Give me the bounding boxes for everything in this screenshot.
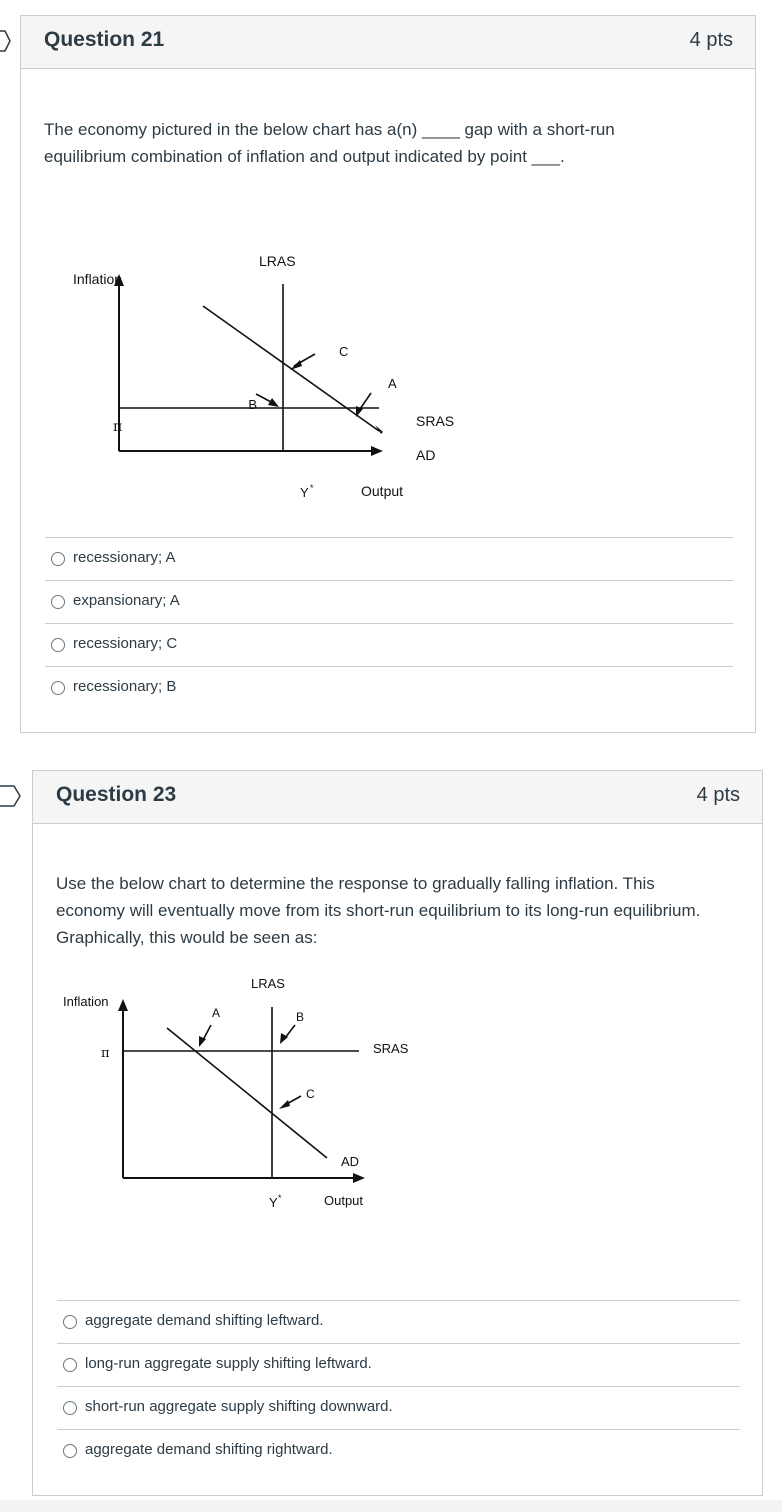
point-c-arrowhead (279, 1100, 290, 1109)
y-star-mark: * (278, 1193, 282, 1203)
point-a-label: A (388, 376, 397, 391)
x-axis-arrow (371, 446, 383, 456)
radio-button[interactable] (63, 1401, 77, 1415)
pi-label: π (101, 1046, 110, 1061)
radio-button[interactable] (51, 681, 65, 695)
ad-line (203, 306, 379, 431)
question-header (21, 16, 755, 69)
point-b-label: B (296, 1010, 305, 1024)
answer-option[interactable] (57, 1386, 740, 1429)
question-flag-icon[interactable] (0, 785, 24, 807)
question-title: Question 23 (56, 783, 177, 806)
x-axis-arrow (353, 1173, 365, 1183)
answer-option[interactable] (57, 1343, 740, 1386)
question-points: 4 pts (689, 29, 733, 51)
answer-label[interactable]: recessionary; A (73, 549, 176, 566)
question-text: The economy pictured in the below chart has a(n) ____ gap with a short-run equilibrium combination of inflation and output indicated by point ___. (44, 120, 615, 166)
question-card (20, 15, 756, 733)
answer-label[interactable]: long-run aggregate supply shifting leftward. (85, 1355, 372, 1372)
pi-label: π (113, 419, 123, 435)
page-footer-strip (0, 1500, 782, 1512)
point-a-label: A (212, 1006, 221, 1020)
answer-label[interactable]: expansionary; A (73, 592, 180, 609)
answer-list (57, 1300, 740, 1472)
point-b-label: B (248, 397, 257, 412)
question-points: 4 pts (696, 784, 740, 806)
y-axis-arrow (118, 999, 128, 1011)
x-axis-label: Output (361, 483, 404, 499)
answer-label[interactable]: short-run aggregate supply shifting downward. (85, 1398, 393, 1415)
answer-option[interactable] (57, 1300, 740, 1343)
point-b-arrow (285, 1025, 295, 1038)
y-axis-label: Inflation (63, 994, 109, 1009)
question-header (33, 771, 762, 824)
sras-label: SRAS (373, 1041, 409, 1056)
question-card (32, 770, 763, 1496)
point-c-label: C (339, 344, 349, 359)
answer-option[interactable] (45, 666, 733, 709)
x-axis-label: Output (324, 1193, 364, 1208)
radio-button[interactable] (63, 1315, 77, 1329)
ad-label: AD (416, 447, 436, 463)
lras-label: LRAS (251, 976, 285, 991)
point-b-arrowhead (268, 398, 279, 407)
answer-option[interactable] (57, 1429, 740, 1472)
lras-label: LRAS (259, 253, 296, 269)
answer-option[interactable] (45, 623, 733, 666)
answer-option[interactable] (45, 580, 733, 623)
answer-option[interactable] (45, 537, 733, 580)
question-title: Question 21 (44, 28, 165, 51)
radio-button[interactable] (63, 1444, 77, 1458)
answer-label[interactable]: aggregate demand shifting leftward. (85, 1312, 324, 1329)
radio-button[interactable] (51, 552, 65, 566)
point-a-arrow (360, 393, 371, 409)
question-text: Use the below chart to determine the response to gradually falling inflation. This economy will eventually move from its short-run equilibrium to its long-run equilibrium. Graphically, this would be seen as: (56, 874, 701, 947)
point-c-label: C (306, 1087, 315, 1101)
radio-button[interactable] (51, 595, 65, 609)
radio-button[interactable] (51, 638, 65, 652)
y-axis-label: Inflation (73, 271, 123, 287)
economic-chart (55, 971, 435, 1221)
radio-button[interactable] (63, 1358, 77, 1372)
point-a-arrow (203, 1025, 211, 1040)
answer-list (45, 537, 733, 709)
answer-label[interactable]: recessionary; C (73, 635, 178, 652)
ad-line (167, 1028, 327, 1158)
sras-label: SRAS (416, 413, 455, 429)
answer-label[interactable]: recessionary; B (73, 678, 177, 695)
y-star-mark: * (310, 483, 314, 493)
ad-label: AD (341, 1154, 360, 1169)
answer-label[interactable]: aggregate demand shifting rightward. (85, 1441, 333, 1458)
y-star-label: Y (300, 485, 309, 500)
point-c-arrowhead (290, 360, 302, 370)
y-star-label: Y (269, 1195, 278, 1210)
question-flag-icon[interactable] (0, 30, 12, 52)
economic-chart (43, 231, 473, 500)
